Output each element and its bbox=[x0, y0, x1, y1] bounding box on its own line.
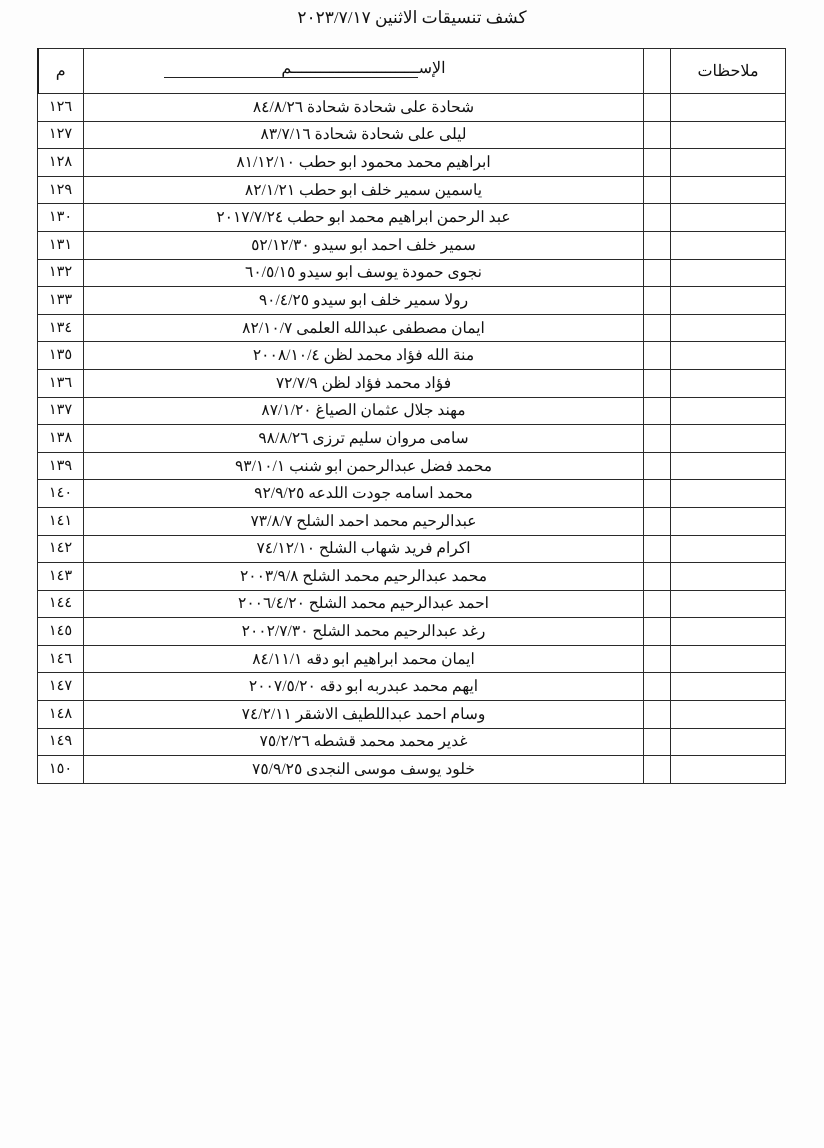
cell-number: ١٤٣ bbox=[38, 563, 84, 591]
cell-spacer bbox=[644, 618, 671, 646]
cell-spacer bbox=[644, 397, 671, 425]
cell-number: ١٢٦ bbox=[38, 94, 84, 122]
cell-name bbox=[84, 287, 644, 315]
table-row bbox=[38, 369, 786, 397]
cell-spacer bbox=[644, 563, 671, 591]
cell-notes bbox=[671, 645, 786, 673]
cell-name bbox=[84, 149, 644, 177]
cell-name bbox=[84, 176, 644, 204]
cell-number: ١٣٣ bbox=[38, 287, 84, 315]
cell-spacer bbox=[644, 673, 671, 701]
cell-number: ١٣٠ bbox=[38, 204, 84, 232]
column-header-blank bbox=[644, 49, 671, 94]
cell-number: ١٤٧ bbox=[38, 673, 84, 701]
cell-spacer bbox=[644, 176, 671, 204]
cell-notes bbox=[671, 149, 786, 177]
cell-name bbox=[84, 452, 644, 480]
cell-name-text: ايهم محمد عبدربه ابو دقه ٢٠٠٧/٥/٢٠ bbox=[248, 678, 479, 696]
cell-name bbox=[84, 507, 644, 535]
cell-number: ١٤٤ bbox=[38, 590, 84, 618]
coordinations-table bbox=[37, 48, 787, 784]
column-header-name bbox=[84, 49, 644, 94]
cell-number: ١٣١ bbox=[38, 231, 84, 259]
cell-name-text: سامى مروان سليم ترزى ٩٨/٨/٢٦ bbox=[258, 429, 469, 447]
cell-name-text: رغد عبدالرحيم محمد الشلح ٢٠٠٢/٧/٣٠ bbox=[241, 623, 486, 641]
cell-notes bbox=[671, 204, 786, 232]
cell-number: ١٤٢ bbox=[38, 535, 84, 563]
cell-spacer bbox=[644, 480, 671, 508]
column-header-notes: ملاحظات bbox=[671, 49, 786, 94]
cell-name-text: احمد عبدالرحيم محمد الشلح ٢٠٠٦/٤/٢٠ bbox=[238, 595, 489, 613]
column-header-number: م bbox=[38, 49, 84, 94]
cell-name-text: ليلى على شحادة شحادة ٨٣/٧/١٦ bbox=[260, 126, 467, 144]
cell-spacer bbox=[644, 204, 671, 232]
cell-notes bbox=[671, 507, 786, 535]
cell-name-text: ابراهيم محمد محمود ابو حطب ٨١/١٢/١٠ bbox=[236, 153, 491, 171]
cell-number: ١٣٥ bbox=[38, 342, 84, 370]
cell-name bbox=[84, 480, 644, 508]
cell-name-text: نجوى حمودة يوسف ابو سيدو ٦٠/٥/١٥ bbox=[245, 264, 482, 282]
cell-name bbox=[84, 314, 644, 342]
cell-name-text: محمد عبدالرحيم محمد الشلح ٢٠٠٣/٩/٨ bbox=[239, 567, 488, 585]
cell-spacer bbox=[644, 94, 671, 122]
cell-name bbox=[84, 618, 644, 646]
cell-number: ١٢٨ bbox=[38, 149, 84, 177]
table-row bbox=[38, 673, 786, 701]
cell-spacer bbox=[644, 231, 671, 259]
cell-spacer bbox=[644, 756, 671, 784]
cell-name-text: مهند جلال عثمان الصياغ ٨٧/١/٢٠ bbox=[261, 402, 466, 420]
cell-name-text: وسام احمد عبداللطيف الاشقر ٧٤/٢/١١ bbox=[241, 705, 486, 723]
table-row bbox=[38, 231, 786, 259]
table-row bbox=[38, 645, 786, 673]
cell-spacer bbox=[644, 728, 671, 756]
cell-name bbox=[84, 342, 644, 370]
cell-spacer bbox=[644, 369, 671, 397]
cell-notes bbox=[671, 121, 786, 149]
table-row bbox=[38, 94, 786, 122]
table-row bbox=[38, 535, 786, 563]
cell-name bbox=[84, 121, 644, 149]
cell-spacer bbox=[644, 701, 671, 729]
cell-spacer bbox=[644, 507, 671, 535]
table-header-row bbox=[38, 49, 786, 94]
cell-name bbox=[84, 756, 644, 784]
table-header bbox=[38, 49, 786, 94]
table-row bbox=[38, 590, 786, 618]
cell-notes bbox=[671, 287, 786, 315]
cell-number: ١٤٠ bbox=[38, 480, 84, 508]
cell-name-text: سمير خلف احمد ابو سيدو ٥٢/١٢/٣٠ bbox=[251, 236, 476, 254]
table-row bbox=[38, 701, 786, 729]
cell-name-text: عبدالرحيم محمد احمد الشلح ٧٣/٨/٧ bbox=[250, 512, 477, 530]
table-row bbox=[38, 507, 786, 535]
cell-notes bbox=[671, 94, 786, 122]
cell-notes bbox=[671, 756, 786, 784]
table-row bbox=[38, 121, 786, 149]
cell-notes bbox=[671, 397, 786, 425]
cell-name-text: محمد فضل عبدالرحمن ابو شنب ٩٣/١٠/١ bbox=[234, 457, 493, 475]
column-header-name-label: الإســـــــــــــــــــــــــــم bbox=[281, 60, 446, 77]
coordinations-table-wrapper bbox=[38, 48, 786, 784]
cell-name bbox=[84, 259, 644, 287]
cell-spacer bbox=[644, 259, 671, 287]
cell-number: ١٣٦ bbox=[38, 369, 84, 397]
table-row bbox=[38, 287, 786, 315]
cell-notes bbox=[671, 452, 786, 480]
cell-notes bbox=[671, 673, 786, 701]
cell-number: ١٣٤ bbox=[38, 314, 84, 342]
cell-notes bbox=[671, 590, 786, 618]
cell-spacer bbox=[644, 121, 671, 149]
cell-notes bbox=[671, 176, 786, 204]
table-body bbox=[38, 94, 786, 784]
cell-notes bbox=[671, 342, 786, 370]
cell-spacer bbox=[644, 425, 671, 453]
cell-name bbox=[84, 231, 644, 259]
cell-notes bbox=[671, 563, 786, 591]
cell-name-text: اكرام فريد شهاب الشلح ٧٤/١٢/١٠ bbox=[256, 540, 471, 558]
cell-name-text: شحادة على شحادة شحادة ٨٤/٨/٢٦ bbox=[252, 98, 475, 116]
cell-name-text: محمد اسامه جودت اللدعه ٩٢/٩/٢٥ bbox=[254, 485, 473, 503]
cell-name-text: خلود يوسف موسى النجدى ٧٥/٩/٢٥ bbox=[252, 761, 475, 779]
table-row bbox=[38, 149, 786, 177]
cell-spacer bbox=[644, 149, 671, 177]
cell-spacer bbox=[644, 645, 671, 673]
table-row bbox=[38, 452, 786, 480]
cell-number: ١٤٩ bbox=[38, 728, 84, 756]
cell-notes bbox=[671, 701, 786, 729]
cell-name bbox=[84, 673, 644, 701]
table-row bbox=[38, 618, 786, 646]
cell-number: ١٢٧ bbox=[38, 121, 84, 149]
table-row bbox=[38, 314, 786, 342]
cell-spacer bbox=[644, 590, 671, 618]
cell-name bbox=[84, 94, 644, 122]
table-row bbox=[38, 204, 786, 232]
cell-notes bbox=[671, 535, 786, 563]
cell-number: ١٣٧ bbox=[38, 397, 84, 425]
cell-number: ١٤٨ bbox=[38, 701, 84, 729]
cell-name bbox=[84, 563, 644, 591]
cell-number: ١٤٦ bbox=[38, 645, 84, 673]
cell-spacer bbox=[644, 535, 671, 563]
cell-notes bbox=[671, 480, 786, 508]
table-row bbox=[38, 425, 786, 453]
cell-number: ١٥٠ bbox=[38, 756, 84, 784]
cell-name bbox=[84, 590, 644, 618]
cell-number: ١٣٢ bbox=[38, 259, 84, 287]
cell-number: ١٤٥ bbox=[38, 618, 84, 646]
cell-name bbox=[84, 645, 644, 673]
header-underline bbox=[164, 77, 418, 78]
cell-name bbox=[84, 535, 644, 563]
cell-spacer bbox=[644, 452, 671, 480]
cell-name bbox=[84, 397, 644, 425]
cell-number: ١٣٩ bbox=[38, 452, 84, 480]
cell-spacer bbox=[644, 287, 671, 315]
cell-name-text: عبد الرحمن ابراهيم محمد ابو حطب ٢٠١٧/٧/٢٤ bbox=[216, 209, 511, 227]
table-row bbox=[38, 342, 786, 370]
cell-notes bbox=[671, 259, 786, 287]
table-row bbox=[38, 480, 786, 508]
cell-name-text: غدير محمد محمد قشطه ٧٥/٢/٢٦ bbox=[259, 733, 468, 751]
cell-notes bbox=[671, 369, 786, 397]
cell-number: ١٣٨ bbox=[38, 425, 84, 453]
cell-name bbox=[84, 728, 644, 756]
cell-name bbox=[84, 701, 644, 729]
cell-name-text: رولا سمير خلف ابو سيدو ٩٠/٤/٢٥ bbox=[258, 291, 469, 309]
cell-name-text: ايمان محمد ابراهيم ابو دقه ٨٤/١١/١ bbox=[252, 650, 475, 668]
cell-spacer bbox=[644, 314, 671, 342]
cell-number: ١٤١ bbox=[38, 507, 84, 535]
cell-name bbox=[84, 369, 644, 397]
cell-name-text: ياسمين سمير خلف ابو حطب ٨٢/١/٢١ bbox=[244, 181, 483, 199]
cell-name bbox=[84, 204, 644, 232]
table-row bbox=[38, 728, 786, 756]
cell-notes bbox=[671, 425, 786, 453]
cell-number: ١٢٩ bbox=[38, 176, 84, 204]
cell-notes bbox=[671, 728, 786, 756]
cell-notes bbox=[671, 618, 786, 646]
table-row bbox=[38, 259, 786, 287]
cell-name-text: فؤاد محمد فؤاد لظن ٧٢/٧/٩ bbox=[275, 374, 452, 392]
cell-name-text: ايمان مصطفى عبدالله العلمى ٨٢/١٠/٧ bbox=[242, 319, 485, 337]
table-row bbox=[38, 563, 786, 591]
cell-name-text: منة الله فؤاد محمد لظن ٢٠٠٨/١٠/٤ bbox=[252, 347, 475, 365]
cell-spacer bbox=[644, 342, 671, 370]
table-row bbox=[38, 397, 786, 425]
cell-notes bbox=[671, 231, 786, 259]
table-row bbox=[38, 176, 786, 204]
cell-notes bbox=[671, 314, 786, 342]
table-row bbox=[38, 756, 786, 784]
page-title: كشف تنسيقات الاثنين ٢٠٢٣/٧/١٧ bbox=[297, 8, 527, 27]
cell-name bbox=[84, 425, 644, 453]
